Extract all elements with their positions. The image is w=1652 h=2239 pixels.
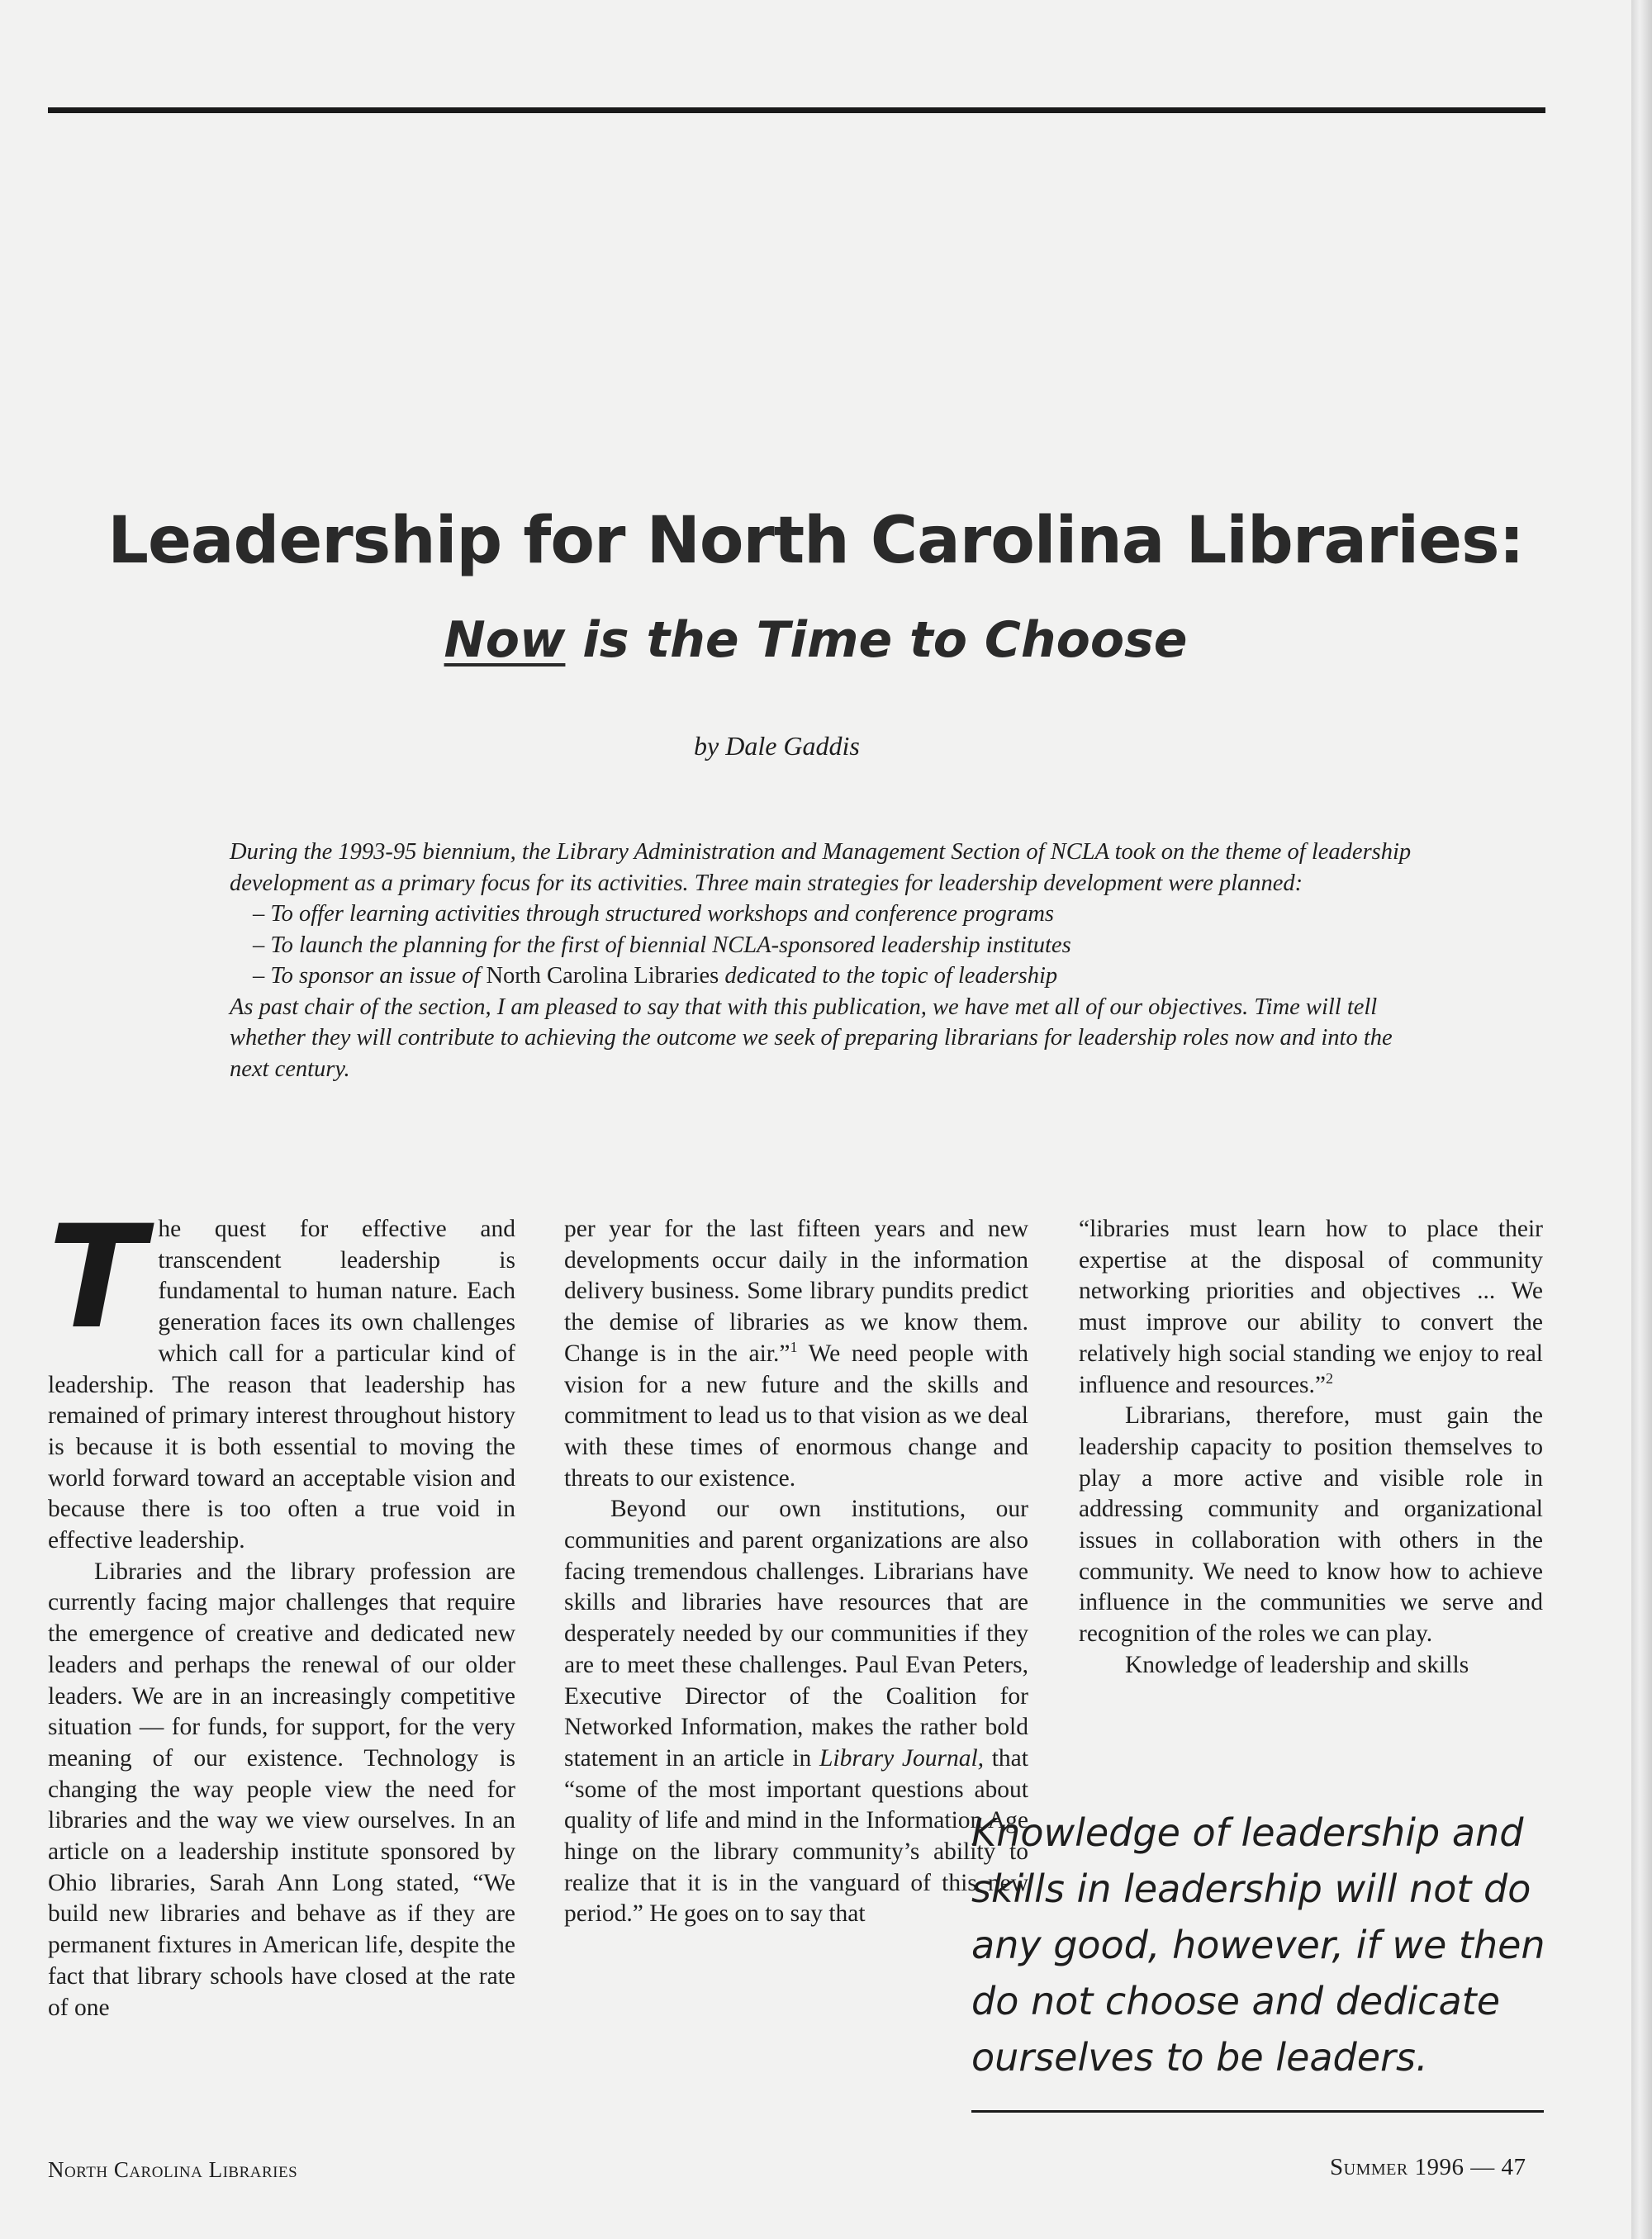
journal-name: North Carolina Libraries bbox=[486, 963, 719, 989]
pull-quote: Knowledge of leadership and skills in leadership will not do any good, however, if we then do not choose and dedicate ourselves to be leaders. bbox=[971, 1810, 1545, 2080]
article-subtitle bbox=[0, 611, 1631, 669]
paragraph-text: that “some of the most important questions about quality of life and mind in the Information Age hinge on the library community’s ability to realize that it is in the vanguard of this new period.” He goes on to say that bbox=[564, 1744, 1028, 1928]
paragraph: Knowledge of leadership and skills bbox=[1125, 1651, 1469, 1678]
paragraph bbox=[48, 1194, 515, 1557]
paragraph: Libraries and the library profession are currently facing major challenges that require the emergence of creative and dedicated new leaders and perhaps the renewal of our older leaders. We are in an increasingly competitive situation — for funds, for support, for the very meaning of our existence. Technology is changing the way people view the need for libraries and the way we view ourselves. In an article on a leadership institute sponsored by Ohio libraries, Sarah Ann Long stated, “We build new libraries and behave as if they are permanent fixtures in American life, despite the fact that library schools have closed at the rate of one bbox=[48, 1558, 515, 2021]
footer-journal: North Carolina Libraries bbox=[48, 2157, 298, 2182]
paragraph-text: Beyond our own institutions, our communities and parent organizations are also facing tremendous challenges. Librarians have skills and libraries have resources that are desperately needed by our communities if they are to meet these challenges. Paul Evan Peters, Executive Director of the Coalition for Networked Information, makes the rather bold statement in an article in bbox=[564, 1496, 1028, 1772]
column-3 bbox=[1079, 1214, 1543, 1682]
paragraph: Librarians, therefore, must gain the leadership capacity to position themselves to play a more active and visible role in addressing community and organizational issues in collaboration with others in the community. We need to know how to achieve influence in the communities we serve and recognition of the roles we can play. bbox=[1079, 1402, 1543, 1648]
paragraph bbox=[564, 1214, 1028, 1494]
footer-issue-page: Summer 1996 — 47 bbox=[1330, 2154, 1526, 2180]
intro-closing: As past chair of the section, I am pleased to say that with this publication, we have met all of our objectives. Time will tell whether they will contribute to achieving the outcome we seek of preparing librarians for leadership roles now and into the next century. bbox=[230, 994, 1393, 1082]
page-edge bbox=[1631, 0, 1652, 2239]
paragraph-text: “libraries must learn how to place their expertise at the disposal of community networking priorities and objectives ... We must improve our ability to convert the relatively high social standing we enjoy to real influence and resources.” bbox=[1079, 1216, 1543, 1398]
intro-bullet bbox=[253, 961, 1419, 992]
column-1 bbox=[48, 1194, 515, 2023]
bullet-text: dedicated to the topic of leadership bbox=[719, 963, 1058, 989]
intro-lead: During the 1993-95 biennium, the Library Administration and Management Section of NCLA took on the theme of leadership development as a primary focus for its activities. Three main strategies for leadership development were planned: bbox=[230, 839, 1412, 896]
paragraph bbox=[1079, 1214, 1543, 1401]
pull-quote-rule bbox=[971, 2110, 1544, 2113]
paragraph-text: We need people with vision for a new future and the skills and commitment to lead us to that vision as we deal with these times of enormous change and threats to our existence. bbox=[564, 1340, 1029, 1492]
journal-name: Library Journal, bbox=[819, 1744, 985, 1772]
intro-bullet: – To launch the planning for the first of biennial NCLA-sponsored leadership institutes bbox=[253, 932, 1071, 958]
column-2 bbox=[564, 1214, 1028, 1930]
intro-block bbox=[230, 837, 1419, 1084]
footnote-ref: 1 bbox=[790, 1338, 798, 1355]
paragraph-text: per year for the last fifteen years and new developments occur daily in the information delivery business. Some library pundits predict the demise of libraries as we know them. Change is in the air.” bbox=[564, 1216, 1028, 1367]
drop-cap: T bbox=[48, 1194, 145, 1360]
footnote-ref: 2 bbox=[1325, 1369, 1333, 1387]
paragraph bbox=[564, 1494, 1028, 1930]
paragraph-text: he quest for effective and transcendent leadership is fundamental to human nature. Each generation faces its own challenges which call for a particular kind of leadership. The reason that leadership has remained of primary interest throughout history is because it is both essential to moving the world forward toward an acceptable vision and because there is too often a true void in effective leadership. bbox=[48, 1216, 515, 1554]
bullet-text: – To sponsor an issue of bbox=[253, 963, 487, 989]
intro-bullet: – To offer learning activities through structured workshops and conference programs bbox=[253, 901, 1055, 927]
intro-bullets bbox=[253, 899, 1419, 992]
article-title: Leadership for North Carolina Libraries: bbox=[107, 504, 1524, 578]
subtitle-now: Now bbox=[444, 611, 566, 669]
subtitle-rest: is the Time to Choose bbox=[565, 611, 1188, 669]
byline: by Dale Gaddis bbox=[694, 731, 860, 761]
top-rule bbox=[48, 107, 1545, 113]
